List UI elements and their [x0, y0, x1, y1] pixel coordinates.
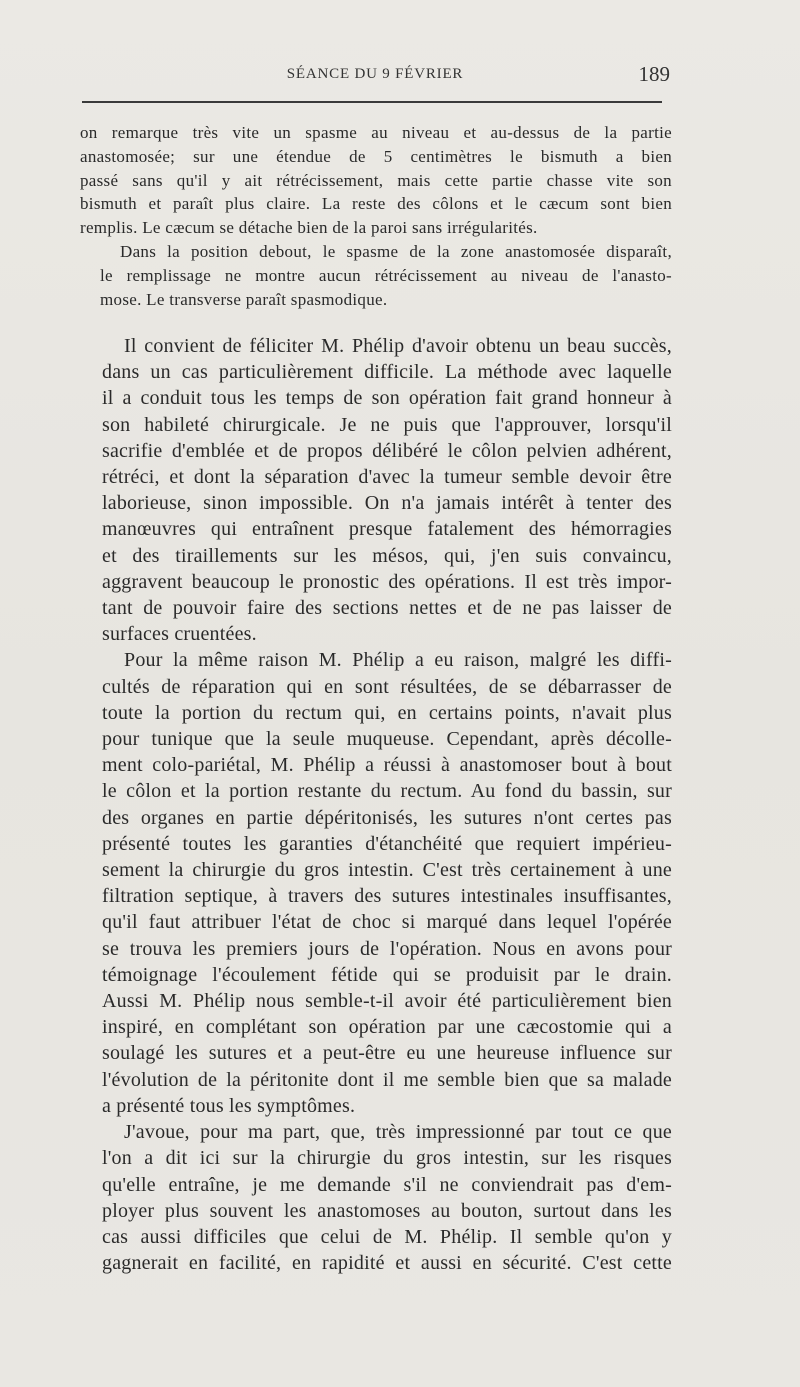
text-line: il a conduit tous les temps de son opération fait grand honneur à	[102, 387, 672, 410]
text-line: sement la chirurgie du gros intestin. C'est très certainement à une	[102, 859, 672, 882]
main-paragraph	[80, 647, 672, 1119]
commentary-text	[80, 333, 672, 1276]
text-line: le remplissage ne montre aucun rétrécissement au niveau de l'anasto-	[100, 265, 672, 285]
text-line: gagnerait en facilité, en rapidité et aussi en sécurité. C'est cette	[102, 1252, 672, 1275]
text-line: témoignage l'écoulement fétide qui se produisit par le drain.	[102, 963, 672, 986]
text-line: cultés de réparation qui en sont résultées, de se débarrasser de	[102, 675, 672, 698]
text-line: sacrifie d'emblée et de propos délibéré le côlon pelvien adhérent,	[102, 439, 672, 462]
text-line: l'on a dit ici sur la chirurgie du gros intestin, sur les risques	[102, 1147, 672, 1170]
text-line: on remarque très vite un spasme au niveau et au-dessus de la partie	[80, 123, 672, 142]
text-line: manœuvres qui entraînent presque fatalement des hémorragies	[102, 518, 672, 541]
text-line: Dans la position debout, le spasme de la zone anastomosée disparaît,	[120, 241, 672, 261]
small-paragraph	[80, 121, 672, 240]
text-line: inspiré, en complétant son opération par une cæcostomie qui a	[102, 1016, 672, 1039]
text-line: Il convient de féliciter M. Phélip d'avoir obtenu un beau succès,	[124, 335, 672, 357]
text-line: toute la portion du rectum qui, en certains points, n'avait plus	[102, 701, 672, 724]
text-line: J'avoue, pour ma part, que, très impressionné par tout ce que	[124, 1121, 672, 1144]
text-line: se trouva les premiers jours de l'opération. Nous en avons pour	[102, 937, 672, 960]
page-header	[80, 62, 670, 92]
text-line: ployer plus souvent les anastomoses au bouton, surtout dans les	[102, 1199, 672, 1222]
text-line: surfaces cruentées.	[102, 623, 257, 646]
text-line: pour tunique que la seule muqueuse. Cependant, après décolle-	[102, 728, 672, 751]
text-line: bismuth et paraît plus claire. La reste des côlons et le cæcum sont bien	[80, 194, 672, 214]
text-line: dans un cas particulièrement difficile. La méthode avec laquelle	[102, 361, 672, 384]
text-line: son habileté chirurgicale. Je ne puis que l'approuver, lorsqu'il	[102, 413, 672, 436]
text-line: qu'elle entraîne, je me demande s'il ne conviendrait pas d'em-	[102, 1173, 672, 1196]
text-line: soulagé les sutures et a peut-être eu une heureuse influence sur	[102, 1042, 672, 1065]
text-line: a présenté tous les symptômes.	[102, 1094, 356, 1117]
text-line: des organes en partie dépéritonisés, les sutures n'ont certes pas	[102, 806, 672, 829]
text-line: Aussi M. Phélip nous semble-t-il avoir été particulièrement bien	[102, 990, 672, 1013]
page-number: 189	[638, 62, 670, 86]
text-line: cas aussi difficiles que celui de M. Phélip. Il semble qu'on y	[102, 1225, 672, 1248]
report-excerpt	[80, 121, 672, 311]
main-paragraph	[80, 1119, 672, 1276]
text-line: qu'il faut attribuer l'état de choc si marqué dans lequel l'opérée	[102, 911, 672, 934]
text-line: Pour la même raison M. Phélip a eu raison, malgré les diffi-	[124, 649, 672, 672]
text-line: ment colo-pariétal, M. Phélip a réussi à anastomoser bout à bout	[102, 754, 672, 777]
text-line: laborieuse, sinon impossible. On n'a jamais intérêt à tenter des	[102, 492, 672, 515]
text-line: remplis. Le cæcum se détache bien de la paroi sans irrégularités.	[80, 218, 538, 238]
main-paragraph	[80, 333, 672, 647]
text-line: anastomosée; sur une étendue de 5 centimètres le bismuth a bien	[80, 146, 672, 166]
text-line: l'évolution de la péritonite dont il me semble bien que sa malade	[102, 1068, 672, 1091]
text-line: passé sans qu'il y ait rétrécissement, mais cette partie chasse vite son	[80, 170, 672, 190]
text-line: présenté toutes les garanties d'étanchéité que requiert impérieu-	[102, 832, 672, 855]
running-title: SÉANCE DU 9 FÉVRIER	[286, 66, 464, 82]
text-line: le côlon et la portion restante du rectum. Au fond du bassin, sur	[102, 780, 672, 803]
text-line: rétréci, et dont la séparation d'avec la tumeur semble devoir être	[102, 466, 672, 489]
small-paragraph	[80, 240, 672, 311]
text-line: tant de pouvoir faire des sections nettes et de ne pas laisser de	[102, 597, 672, 620]
text-line: filtration septique, à travers des sutures intestinales insuffisantes,	[102, 885, 672, 908]
text-line: mose. Le transverse paraît spasmodique.	[100, 289, 388, 309]
header-rule	[82, 101, 662, 103]
text-line: et des tiraillements sur les mésos, qui, j'en suis convaincu,	[102, 544, 672, 567]
text-line: aggravent beaucoup le pronostic des opérations. Il est très impor-	[102, 570, 672, 593]
